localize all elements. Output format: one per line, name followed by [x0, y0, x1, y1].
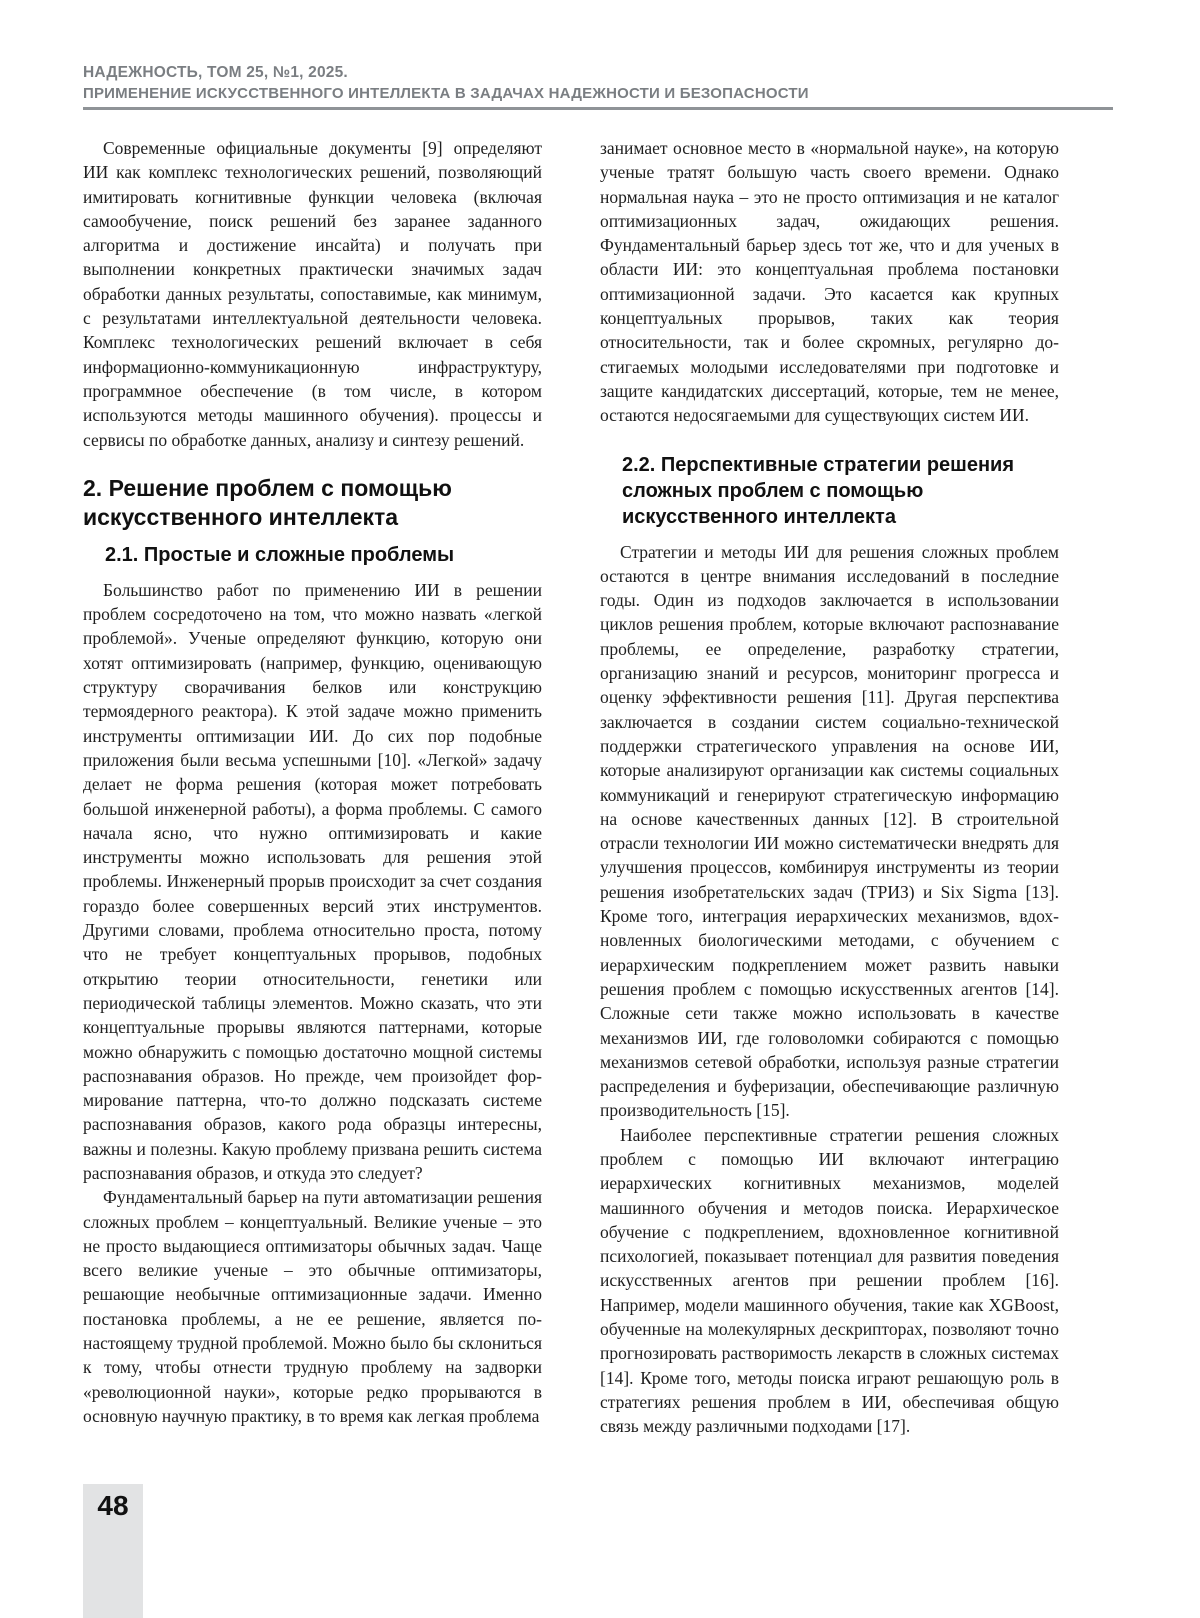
paragraph: Стратегии и методы ИИ для решения сложных проблем остаются в центре внимания исследований в последние годы. Один из подходов заключается в использовании циклов решения проблем, которые включают распознавание проблемы, ее определение, разработку стратегии, организацию знаний и ресурсов, мониторинг прогресса и оценку эффективности решения [11]. Другая перспектива заключается в создании систем социально-технической поддержки стратегического управления на основе ИИ, которые анализируют организации как системы социальных коммуникаций и генерируют стратегическую информацию на основе качественных данных [12]. В строительной отрасли технологии ИИ можно систематически внедрять для улучшения процессов, комбинируя инструменты из теории решения изобретательских задач (ТРИЗ) и Six Sigma [13]. Кроме того, интеграция иерархических механизмов, вдохновленных биологическими методами, с обучением с иерархическим подкреплением может развить навыки решения проблем с помощью искусственных агентов [14]. Сложные сети также можно использовать в качестве механизмов ИИ, где головоломки собираются с помощью механизмов сетевой обработки, используя разные стратегии распределения и буферизации, обеспечивающие различную производительность [15]. — [600, 541, 1059, 1121]
running-header — [83, 62, 1108, 104]
journal-title: НАДЕЖНОСТЬ, ТОМ 25, №1, 2025. — [83, 64, 348, 81]
left-column — [83, 136, 542, 1428]
paragraph: Фундаментальный барьер на пути автоматизации решения сложных проблем – концептуальный. Великие ученые – это не просто выдающиеся оптимизаторы обычных задач. Чаще всего великие ученые – это обычные оптимизаторы, решающие необычные оптимизационные задачи. Именно постановка проблемы, а не ее решение, является по-настоящему трудной проблемой. Можно было бы склониться к тому, чтобы отнести трудную проблему на задворки «революционной науки», которые редко прорываются в основную научную практику, в то время как легкая проблема — [83, 1187, 542, 1426]
paragraph: Большинство работ по применению ИИ в решении проблем сосредоточено на том, что можно назвать «легкой проблемой». Ученые определяют функцию, которую они хотят оптимизировать (например, функцию, оценивающую структуру сворачивания белков или конструкцию термоядерного реактора). К этой задаче можно применить инструменты оптимизации ИИ. До сих пор подобные приложения были весьма успешными [10]. «Легкой» задачу делает не форма решения (которая может потребовать большой инженерной работы), а форма проблемы. С самого начала ясно, что нужно оптимизировать и какие инструменты можно использовать для решения этой проблемы. Инженерный прорыв происходит за счет создания гораздо более совершенных версий этих инструментов. Другими словами, проблема относительно проста, потому что не требует концептуальных прорывов, подобных открытию теории относительности, генетики или периодической таблицы элементов. Можно сказать, что эти концептуальные прорывы являются паттернами, которые можно обнаружить с помощью достаточно мощной системы распознавания образов. Но прежде, чем произойдет формирование паттерна, что-то должно подсказать системе распознавания образов, какого рода образцы интересны, важны и полезны. Какую проблему призвана решить система распознавания образов, и откуда это следует? — [83, 579, 542, 1183]
subsection-heading: 2.1. Простые и сложные проблемы — [105, 543, 455, 566]
journal-section-title: ПРИМЕНЕНИЕ ИСКУССТВЕННОГО ИНТЕЛЛЕКТА В ЗАДАЧАХ НАДЕЖНОСТИ И БЕЗОПАСНОСТИ — [83, 85, 809, 102]
header-divider — [83, 107, 1113, 110]
page-number: 48 — [97, 1490, 129, 1521]
paragraph: Современные официальные документы [9] определяют ИИ как комплекс технологических решений, позволяющий имитировать когнитивные функции человека (включая самообучение, поиск решений без заранее заданного алгоритма и достижение инсайта) и получать при выполнении конкретных практически значимых задач обработки данных результаты, сопоставимые, как минимум, с результатами интеллектуальной деятельности человека. Комплекс технологических решений включает в себя информационно-коммуникационную инфраструктуру, программное обеспечение (в том числе, в котором используются методы машинного обучения). процессы и сервисы по обработке данных, анализу и синтезу решений. — [83, 138, 542, 450]
section-heading: 2. Решение проблем с помощью искусственного интеллекта — [83, 474, 452, 530]
subsection-heading: 2.2. Перспективные стратегии решения сложных проблем с помощью искусственного интеллекта — [622, 453, 1015, 528]
paragraph: Наиболее перспективные стратегии решения сложных проблем с помощью ИИ включают интеграцию иерархических когнитивных механизмов, моделей машинного обучения и методов поиска. Иерархическое обучение с подкреплением, вдохновленное когнитивной психологией, показывает потенциал для развития поведения искусственных агентов при решении проблем [16]. Например, модели машинного обучения, такие как XGBoost, обученные на молекулярных дескрипторах, позволяют точно прогнозировать растворимость лекарств в сложных системах [14]. Кроме того, методы поиска играют решающую роль в стратегиях решения проблем в ИИ, обеспечивая общую связь между различными подходами [17]. — [600, 1124, 1059, 1437]
right-column — [600, 136, 1059, 1439]
paragraph: занимает основное место в «нормальной науке», на которую ученые тратят большую часть своего времени. Однако нормальная наука – это не просто оптимизация и не каталог оптимизационных задач, ожидающих решения. Фундаментальный барьер здесь тот же, что и для ученых в области ИИ: это концептуальная проблема постановки оптимизационной задачи. Это касается как крупных концептуальных прорывов, таких как теория относительности, так и более скромных, регулярно достигаемых молодыми исследователями при подготовке и защите кандидатских диссертаций, которые, тем не менее, остаются недосягаемыми для существующих систем ИИ. — [600, 138, 1059, 426]
